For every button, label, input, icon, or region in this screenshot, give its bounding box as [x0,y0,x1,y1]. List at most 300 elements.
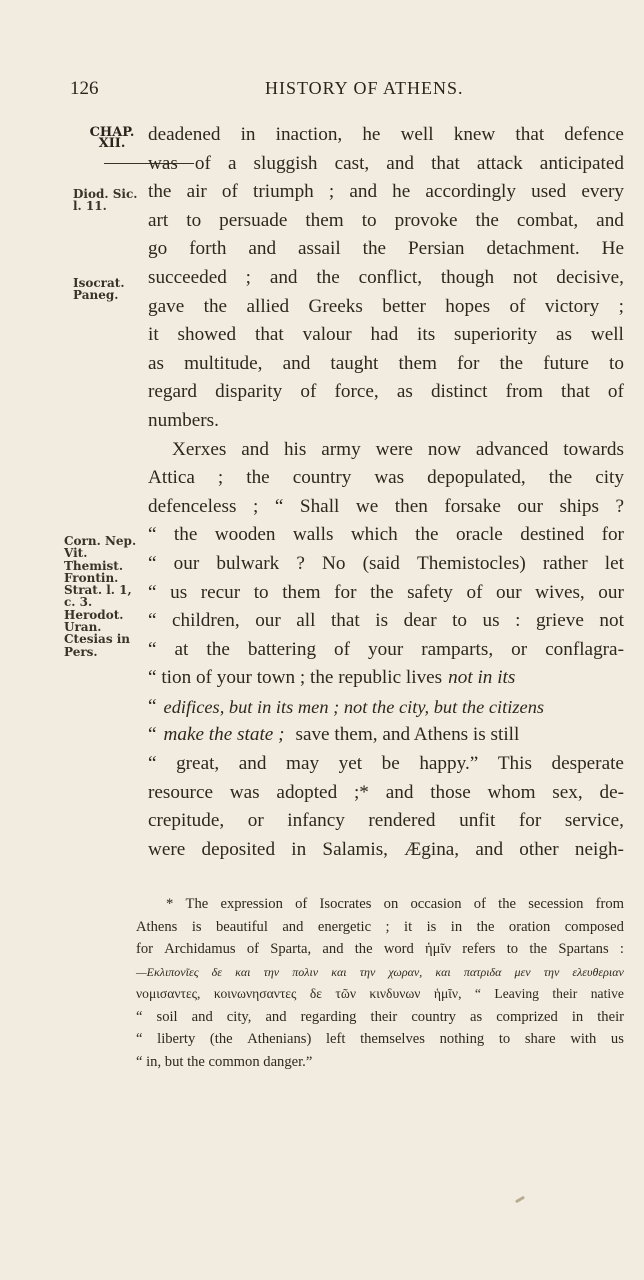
word: the [316,266,340,288]
word: is [426,918,437,935]
text-line: numbers. [148,409,219,431]
text-run: “ [148,724,157,746]
word: victory [544,295,600,317]
footnote-line [136,938,624,961]
word: children, [172,610,240,632]
word: better [382,295,426,317]
word: ἡμῖν [425,941,452,957]
word: * [166,896,174,912]
margin-note-line: Paneg. [73,288,119,302]
word: from [505,381,543,403]
word: of [221,181,238,203]
word: “ [136,1031,143,1047]
word: refers [462,941,496,957]
word: ; [618,295,624,317]
word: forsake [444,495,501,517]
word: knew [453,124,496,145]
word: that [330,610,360,632]
word: (the [209,1031,233,1047]
word: to [361,209,377,231]
word: πολιν [292,964,319,979]
word: of [246,941,260,957]
word: provoke [394,209,458,231]
word: conflict, [358,266,423,288]
word: may [286,753,320,775]
word: The [185,896,209,912]
word: all [296,610,316,632]
word: the [499,352,523,374]
word: your [368,638,404,660]
word: —Εκλιπονῖες [136,964,199,979]
word: “ [474,986,481,1001]
word: and [191,1008,213,1025]
word: air [186,181,207,203]
word: Salamis, [322,838,388,860]
word: ; [252,495,259,517]
word: that [431,152,460,174]
word: neigh- [574,838,624,860]
word: it [148,324,159,346]
word: for [136,941,154,957]
word: we [355,495,379,517]
word: Persian [408,238,465,260]
word: us [482,610,500,632]
running-head [60,78,620,108]
text-run-italic: not in its [448,667,516,689]
word: cast, [334,152,370,174]
word: their [552,986,578,1001]
word: the [354,941,373,957]
margin-note-line: c. 3. [64,595,93,610]
word: (said [362,552,400,574]
word: well [400,124,434,145]
word: oration [508,918,551,935]
word: of [473,896,486,912]
word: to [186,209,202,231]
word: our [598,581,624,603]
word: ; [245,266,251,288]
word: their [597,1008,624,1025]
margin-note-isocrat [73,277,125,301]
word: in [450,918,463,935]
word: happy.” [419,753,479,775]
word: of [334,638,351,660]
text-line [148,607,624,636]
word: country [411,1008,456,1025]
word: the [173,524,198,546]
margin-note-line: Corn. Nep. [64,534,137,548]
word: comprized [496,1008,558,1025]
word: walls [292,524,334,546]
text-line [148,321,624,350]
word: Shall [299,495,340,517]
main-text [148,121,624,864]
word: multitude, [184,352,263,374]
text-line-mixed [148,693,624,722]
word: whom [487,781,536,803]
word: defence [564,124,624,145]
word: of [300,381,317,403]
word: forth [189,238,227,260]
word: that [561,381,590,403]
margin-note-diod [73,188,137,212]
word: them [398,352,437,374]
word: or [247,810,264,832]
word: inaction, [275,124,343,145]
word: of [607,381,624,403]
word: us [610,1031,624,1047]
word: in [571,1008,584,1025]
word: the [203,295,228,317]
word: superiority [454,324,538,346]
word: regard [148,381,197,403]
word: and [596,209,624,231]
word: deposited [201,838,276,860]
word: themselves [360,1031,425,1047]
word: allied [246,295,290,317]
word: his [283,438,307,460]
word: detachment. [486,238,580,260]
word: were [375,438,413,460]
word: he [392,181,411,203]
word: the [475,209,499,231]
word: not [512,266,538,288]
word: valour [302,324,352,346]
paper-blemish [515,1196,525,1204]
footnote [136,893,624,1073]
word: την [543,964,560,979]
word: our [255,610,281,632]
text-line [148,550,624,579]
word: its [417,324,436,346]
word: Greeks [308,295,363,317]
footnote-greek-line [136,961,624,984]
text-line-mixed [148,721,624,750]
word: battering [247,638,317,660]
word: our [496,581,522,603]
word: of [295,896,308,912]
word: to [498,1031,511,1047]
word: advanced [475,438,549,460]
word: of [509,295,526,317]
word: Themistocles) [417,552,526,574]
word: dear [403,610,437,632]
word: Athens [136,918,178,935]
text-line [148,121,624,150]
word: the [148,181,172,203]
word: regarding [300,1008,357,1025]
word: the [415,524,439,546]
word: infancy [287,810,345,832]
word: the [548,467,573,489]
word: liberty [157,1031,196,1047]
word: army [321,438,361,460]
word: for [518,810,542,832]
word: adopted [276,781,338,803]
margin-note-line: Strat. l. 1, [64,583,132,598]
word: κοινωνησαντες [213,986,297,1001]
word: bulwark [216,552,280,574]
word: nothing [439,1031,485,1047]
word: from [595,896,624,912]
text-line [148,207,624,236]
word: Attica [148,467,195,489]
word: country [292,467,352,489]
word: those [430,781,471,803]
word: us [170,581,188,603]
word: sluggish [253,152,318,174]
word: resource [148,781,213,803]
word: Archidamus [164,941,236,957]
word: “ [148,524,157,546]
word: them [282,581,321,603]
word: “ [136,1008,143,1025]
margin-note-line: Diod. Sic. [73,187,138,201]
word: the [498,896,517,912]
word: for [601,524,624,546]
word: future [543,352,589,374]
word: κινδυνων [369,986,421,1001]
word: Leaving [494,986,539,1001]
running-title: HISTORY OF ATHENS. [265,78,464,98]
word: crepitude, [148,810,225,832]
word: ; [385,918,390,935]
word: towards [563,438,624,460]
word: gave [148,295,185,317]
text-line [148,779,624,808]
word: great, [176,753,220,775]
word: rendered [368,810,436,832]
word: “ [148,610,157,632]
word: force, [334,381,379,403]
footnote-line [136,1006,624,1029]
word: yet [338,753,363,775]
word: and [282,352,311,374]
text-line [148,836,624,865]
word: art [148,209,169,231]
margin-note-line: Themist. [64,558,124,573]
word: of [466,581,483,603]
text-line [148,378,624,407]
word: with [570,1031,597,1047]
word: depopulated, [427,467,526,489]
word: or [511,638,528,660]
word: πατριδα [463,964,502,979]
word: native [590,986,624,1001]
word: oracle [455,524,503,546]
word: occasion [410,896,462,912]
word: “ [148,638,157,660]
chapter-label [86,127,138,149]
word: that [254,324,284,346]
word: energetic [317,918,372,935]
word: wooden [214,524,276,546]
word: ships [559,495,599,517]
word: την [263,964,280,979]
word: and [349,181,378,203]
text-line [148,636,624,665]
footnote-line: “ in, but the common danger.” [136,1053,313,1070]
word: city [595,467,624,489]
word: recur [200,581,241,603]
word: : [515,610,521,632]
word: share [524,1031,556,1047]
word: Isocrates [319,896,372,912]
word: δε [211,964,222,979]
text-line [148,436,624,465]
word: word [383,941,414,957]
text-line [148,264,624,293]
word: ? [615,495,624,517]
word: ἡμῖν, [433,986,462,1001]
word: used [531,181,567,203]
word: accordingly [425,181,516,203]
word: showed [177,324,237,346]
word: anticipated [539,152,624,174]
footnote-line [136,916,624,939]
word: the [370,581,394,603]
word: to [452,610,468,632]
word: deadened [148,124,221,145]
word: No [322,552,346,574]
word: persuade [219,209,288,231]
word: the [246,467,270,489]
word: ; [328,181,335,203]
word: This [497,753,532,775]
word: be [381,753,400,775]
word: νομισαντες, [136,986,201,1001]
word: desperate [551,753,624,775]
word: is [375,610,389,632]
word: triumph [253,181,314,203]
word: τῶν [335,986,356,1001]
word: now [427,438,461,460]
word: disparity [215,381,283,403]
word: he [362,124,381,145]
word: the [529,941,548,957]
word: as [556,324,572,346]
word: hopes [445,295,491,317]
margin-note-line: Vit. [64,546,88,561]
word: well [590,324,624,346]
word: Sparta, [270,941,312,957]
word: go [148,238,168,260]
word: to [253,581,269,603]
text-run: “ tion of your town ; the republic lives [148,667,443,689]
word: that [515,124,545,145]
margin-note-line: Pers. [64,644,98,659]
word: service, [564,810,624,832]
word: safety [407,581,453,603]
word: the [476,918,495,935]
word: μεν [514,964,531,979]
word: “ [274,495,284,517]
margin-note-line: Ctesias in [64,632,131,647]
word: destined [520,524,585,546]
word: was [148,152,178,174]
word: grieve [535,610,584,632]
word: de- [599,781,624,803]
word: as [396,381,413,403]
footnote-line [136,1028,624,1051]
text-run: save them, and Athens is still [295,724,520,746]
text-run: “ [148,695,157,717]
word: Athenians) [247,1031,312,1047]
word: for [457,352,480,374]
text-line [148,350,624,379]
margin-note-sources [64,535,136,658]
word: ramparts, [421,638,494,660]
word: unfit [459,810,496,832]
word: and [475,838,504,860]
word: ; [217,467,224,489]
word: expression [220,896,283,912]
word: Xerxes [172,438,227,460]
word: combat, [516,209,579,231]
word: soil [156,1008,178,1025]
word: “ [148,581,157,603]
word: a [227,152,237,174]
word: δε [309,986,322,1001]
margin-note-line: Uran. [64,620,102,635]
word: composed [564,918,624,935]
word: left [325,1031,346,1047]
text-line [148,464,624,493]
word: “ [148,753,157,775]
word: let [604,552,624,574]
word: Ægina, [404,838,460,860]
word: assail [298,238,341,260]
word: : [619,941,624,957]
word: conflagra- [545,638,624,660]
word: our [517,495,543,517]
word: and [248,238,277,260]
word: secession [528,896,584,912]
word: sex, [552,781,583,803]
margin-note-line: Isocrat. [73,276,125,290]
footnote-line [136,983,624,1006]
word: και [435,964,451,979]
chapter-number: XII. [98,136,126,151]
text-line [148,235,624,264]
word: και [235,964,251,979]
word: had [370,324,399,346]
word: Spartans [558,941,609,957]
word: “ [148,552,157,574]
word: it [404,918,413,935]
word: χωραν, [388,964,423,979]
word: city, [226,1008,252,1025]
word: as [469,1008,483,1025]
word: was [374,467,405,489]
word: was [229,781,260,803]
word: them [305,209,344,231]
word: decisive, [556,266,624,288]
word: our [173,552,200,574]
margin-note-line: Herodot. [64,607,124,622]
text-line [148,293,624,322]
word: though [440,266,495,288]
text-line [148,750,624,779]
word: and [241,438,269,460]
margin-note-line: Frontin. [64,570,119,585]
word: ? [296,552,305,574]
word: and [282,918,304,935]
margin-note-line: l. 11. [73,199,107,213]
text-line [148,493,624,522]
word: as [148,352,164,374]
word: and [322,941,344,957]
